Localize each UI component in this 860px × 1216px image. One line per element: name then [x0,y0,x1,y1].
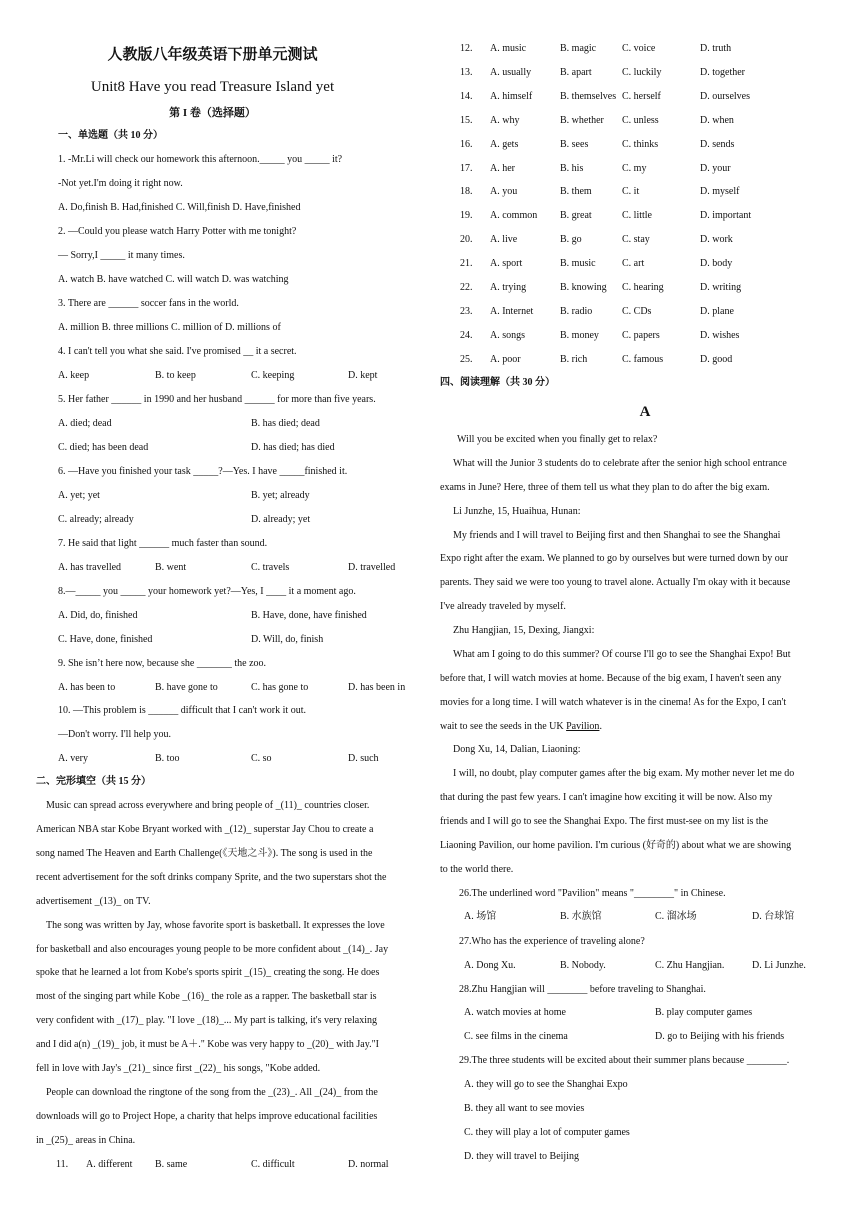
option-c: C. see films in the cinema [464,1031,568,1042]
cloze-number: 18. [460,186,473,198]
option-a: A. music [490,43,527,54]
question-options: A. Do,finish B. Had,finished C. Will,finish D. Have,finished [58,202,301,213]
cloze-number: 12. [460,43,473,54]
option-c: C. already; already [58,514,134,525]
question-stem: 8.—_____ you _____ your homework yet?—Yes, I ____ it a moment ago. [58,586,356,597]
cloze-line: very confident with _(17)_ play. "I love _(18)_... My part is talking, it's very relaxing [36,1015,377,1026]
question-stem: 28.Zhu Hangjian will ________ before traveling to Shanghai. [459,984,706,995]
option-b: B. Nobody. [560,960,606,971]
question-reply: —Don't worry. I'll help you. [58,729,171,740]
passage-line: exams in June? Here, three of them tell us what they plan to do after the big exam. [440,482,770,493]
question-stem: 5. Her father ______ in 1990 and her husband ______ for more than five years. [58,394,376,405]
option-c: C. 溜冰场 [655,911,697,922]
option-a: A. trying [490,282,527,293]
option-a: A. watch movies at home [464,1007,566,1018]
passage-line: Will you be excited when you finally get to relax? [457,434,658,445]
option-d: D. plane [700,305,734,317]
passage-line: parents. They said we were too young to travel alone. Actually I'm okay with it because [440,577,791,588]
option-b: B. them [560,186,592,198]
section2-heading: 二、完形填空（共 15 分） [36,776,151,787]
option-c: C. herself [622,90,661,102]
option-a: A. usually [490,66,532,78]
option-c: C. CDs [622,305,652,317]
option-d: D. when [700,114,734,126]
cloze-number: 22. [460,282,473,293]
section1-heading: 一、单选题（共 10 分） [58,130,163,141]
option-a: A. common [490,210,538,222]
option-a: A. Internet [490,305,534,317]
option-b: B. too [155,753,180,764]
cloze-number: 14. [460,90,473,102]
passage-line: What will the Junior 3 students do to celebrate after the senior high school entrance [453,458,787,469]
question-reply: — Sorry,I _____ it many times. [58,250,185,261]
page-title: 人教版八年级英语下册单元测试 [107,47,318,63]
option-a: A. died; dead [58,418,112,429]
option-c: C. it [622,186,640,198]
question-stem: 4. I can't tell you what she said. I've promised __ it a secret. [58,346,297,357]
option-a: A. sport [490,258,523,270]
option-b: B. yet; already [251,490,310,501]
option-d: D. important [700,210,752,222]
passage-line: Expo right after the exam. We planned to go by ourselves but were turned down by our [440,553,789,564]
option-a: A. songs [490,329,526,341]
option-c: C. unless [622,114,659,126]
question-stem: 1. -Mr.Li will check our homework this afternoon._____ you _____ it? [58,154,343,165]
passage-line: My friends and I will travel to Beijing first and then Shanghai to see the Shanghai [453,530,781,541]
cloze-line: and I did a(n) _(19)_ job, it must be A＋." Kobe was very happy to _(20)_ with Jay."I [36,1039,380,1050]
option-c: C. little [622,210,652,222]
passage-line: movies for a long time. I will watch whatever is in the cinema! As for the Expo, I can't [440,697,787,708]
option-b: B. same [155,1159,188,1170]
question-stem: 7. He said that light ______ much faster than sound. [58,538,268,549]
option-a: A. yet; yet [58,490,100,501]
cloze-number: 24. [460,329,473,341]
option-d: D. writing [700,282,742,293]
question-reply: -Not yet.I'm doing it right now. [58,178,183,189]
option-b: B. rich [560,353,588,365]
option-b: B. 水族馆 [560,911,602,922]
option-d: D. together [700,66,745,78]
option-d: D. has been in [348,682,406,693]
question-stem: 3. There are ______ soccer fans in the world. [58,298,239,309]
option-a: A. her [490,162,515,174]
option-a: A. Did, do, finished [58,610,138,621]
cloze-line: recent advertisement for the soft drinks company Sprite, and the two superstars shot the [36,872,387,883]
option-c: C. has gone to [251,682,309,693]
passage-text: wait to see the seeds in the UK [440,721,567,732]
question-stem: 26.The underlined word "Pavilion" means "________" in Chinese. [459,888,726,899]
option-d: D. Will, do, finish [251,634,324,645]
question-stem: 2. —Could you please watch Harry Potter with me tonight? [58,226,297,237]
cloze-line: downloads will go to Project Hope, a charity that helps improve educational facilities [36,1111,378,1122]
passage-line [440,720,602,734]
option-d: D. truth [700,43,732,54]
option-d: D. body [700,258,733,270]
option-b: B. radio [560,305,593,317]
option-b: B. knowing [560,282,607,293]
option-b: B. go [560,234,582,246]
option-b: B. themselves [560,90,617,102]
passage-line: Liaoning Pavilion, our home pavilion. I'm curious (好奇的) about what we are showing [440,840,792,851]
question-stem: 6. —Have you finished your task _____?—Yes. I have _____finished it. [58,466,348,477]
option-b: B. money [560,329,599,341]
cloze-number: 15. [460,114,473,126]
passage-line: What am I going to do this summer? Of course I'll go to see the Shanghai Expo! But [453,649,791,660]
passage-text: . [599,721,602,732]
passage-line: Li Junzhe, 15, Huaihua, Hunan: [453,506,581,517]
option-a: A. different [86,1159,133,1170]
option-d: D. 台球馆 [752,911,795,922]
option-c: C. voice [622,43,656,54]
passage-line: Dong Xu, 14, Dalian, Liaoning: [453,744,581,755]
option-b: B. apart [560,66,592,78]
option-b: B. they all want to see movies [464,1103,585,1114]
option-c: C. stay [622,234,650,246]
option-b: B. Have, done, have finished [251,610,367,621]
option-a: A. Dong Xu. [464,960,516,971]
passage-line: before that, I will watch movies at home. Because of the big exam, I haven't seen any [440,673,782,684]
cloze-number: 20. [460,234,473,246]
option-c: C. famous [622,353,664,365]
option-c: C. died; has been dead [58,442,149,453]
option-b: B. have gone to [155,682,218,693]
option-c: C. they will play a lot of computer games [464,1127,630,1138]
option-a: A. gets [490,138,519,150]
option-b: B. his [560,162,584,174]
option-c: C. Zhu Hangjian. [655,960,725,971]
option-b: B. has died; dead [251,418,320,429]
option-d: D. myself [700,186,740,198]
cloze-line: The song was written by Jay, whose favorite sport is basketball. It expresses the love [46,920,385,931]
option-a: A. keep [58,370,90,381]
option-b: B. play computer games [655,1007,753,1018]
option-d: D. they will travel to Beijing [464,1151,579,1162]
option-d: D. go to Beijing with his friends [655,1031,785,1042]
cloze-number: 11. [56,1159,69,1170]
option-a: A. has travelled [58,562,122,573]
question-stem: 9. She isn’t here now, because she _______ the zoo. [58,658,267,669]
option-c: C. luckily [622,66,662,78]
option-b: B. sees [560,138,589,150]
option-c: C. so [251,753,272,764]
option-d: D. work [700,234,733,246]
option-c: C. art [622,258,645,270]
option-b: B. went [155,562,187,573]
option-c: C. papers [622,329,660,341]
cloze-line: spoke that he learned a lot from Kobe's sports spirit _(15)_ creating the song. He does [36,967,380,978]
option-d: D. wishes [700,329,740,341]
option-a: A. why [490,114,520,126]
option-a: A. poor [490,353,521,365]
option-d: D. ourselves [700,90,750,102]
question-options: A. watch B. have watched C. will watch D. was watching [58,274,289,285]
cloze-line: advertisement _(13)_ on TV. [36,896,151,907]
option-a: A. live [490,234,518,246]
cloze-number: 16. [460,138,473,150]
option-d: D. has died; has died [251,442,335,453]
option-b: B. whether [560,114,604,126]
passage-line: to the world there. [440,864,514,875]
cloze-line: for basketball and also encourages young people to be more confident about _(14)_. Jay [36,944,389,955]
option-d: D. sends [700,138,735,150]
option-c: C. Have, done, finished [58,634,153,645]
cloze-line: song named The Heaven and Earth Challenge(《天地之斗》). The song is used in the [36,848,373,859]
option-d: D. your [700,162,731,174]
option-d: D. normal [348,1159,389,1170]
cloze-number: 23. [460,305,473,317]
passage-label: A [639,404,651,420]
cloze-line: most of the singing part while Kobe _(16)_ the role as a rapper. The basketball star is [36,991,377,1002]
cloze-number: 19. [460,210,473,222]
option-c: C. travels [251,562,290,573]
option-b: B. music [560,258,596,270]
cloze-line: fell in love with Jay's _(21)_ since first _(22)_ his songs, "Kobe added. [36,1063,321,1074]
section4-heading: 四、阅读理解（共 30 分） [440,377,555,388]
passage-line: that during the past few years. I can't imagine how exciting it will be now. Also my [440,792,773,803]
passage-line: Zhu Hangjian, 15, Dexing, Jiangxi: [453,625,595,636]
option-b: B. magic [560,43,597,54]
option-a: A. has been to [58,682,116,693]
option-c: C. thinks [622,138,659,150]
cloze-number: 21. [460,258,473,270]
option-d: D. such [348,753,379,764]
passage-line: I will, no doubt, play computer games after the big exam. My mother never let me do [453,768,795,779]
part-label: 第 I 卷（选择题） [169,107,256,119]
option-c: C. hearing [622,282,664,293]
cloze-line: American NBA star Kobe Bryant worked with _(12)_ superstar Jay Chou to create a [36,824,374,835]
option-b: B. to keep [155,370,196,381]
option-c: C. my [622,162,647,174]
passage-line: friends and I will go to see the Shanghai Expo. The first must-see on my list is the [440,816,769,827]
option-a: A. 场馆 [464,911,497,922]
option-d: D. Li Junzhe. [752,960,806,971]
option-a: A. you [490,186,518,198]
option-d: D. travelled [348,562,396,573]
option-a: A. very [58,753,88,764]
cloze-line: People can download the ringtone of the song from the _(23)_. All _(24)_ from the [46,1087,378,1098]
cloze-number: 13. [460,66,473,78]
cloze-number: 17. [460,162,473,174]
question-stem: 27.Who has the experience of traveling alone? [459,936,645,947]
option-c: C. keeping [251,370,295,381]
option-b: B. great [560,210,592,222]
question-stem: 10. —This problem is ______ difficult that I can't work it out. [58,705,306,716]
option-c: C. difficult [251,1159,295,1170]
option-d: D. already; yet [251,514,311,525]
question-options: A. million B. three millions C. million of D. millions of [58,322,281,333]
option-d: D. kept [348,370,378,381]
cloze-line: Music can spread across everywhere and bring people of _(11)_ countries closer. [46,800,370,811]
option-a: A. they will go to see the Shanghai Expo [464,1079,628,1090]
option-a: A. himself [490,90,533,102]
underlined-word: Pavilion [566,721,600,732]
cloze-number: 25. [460,353,473,365]
passage-line: I've already traveled by myself. [440,601,566,612]
page-subtitle: Unit8 Have you read Treasure Island yet [90,79,335,95]
option-d: D. good [700,353,733,365]
question-stem: 29.The three students will be excited about their summer plans because ________. [459,1055,790,1066]
cloze-line: in _(25)_ areas in China. [36,1135,136,1146]
